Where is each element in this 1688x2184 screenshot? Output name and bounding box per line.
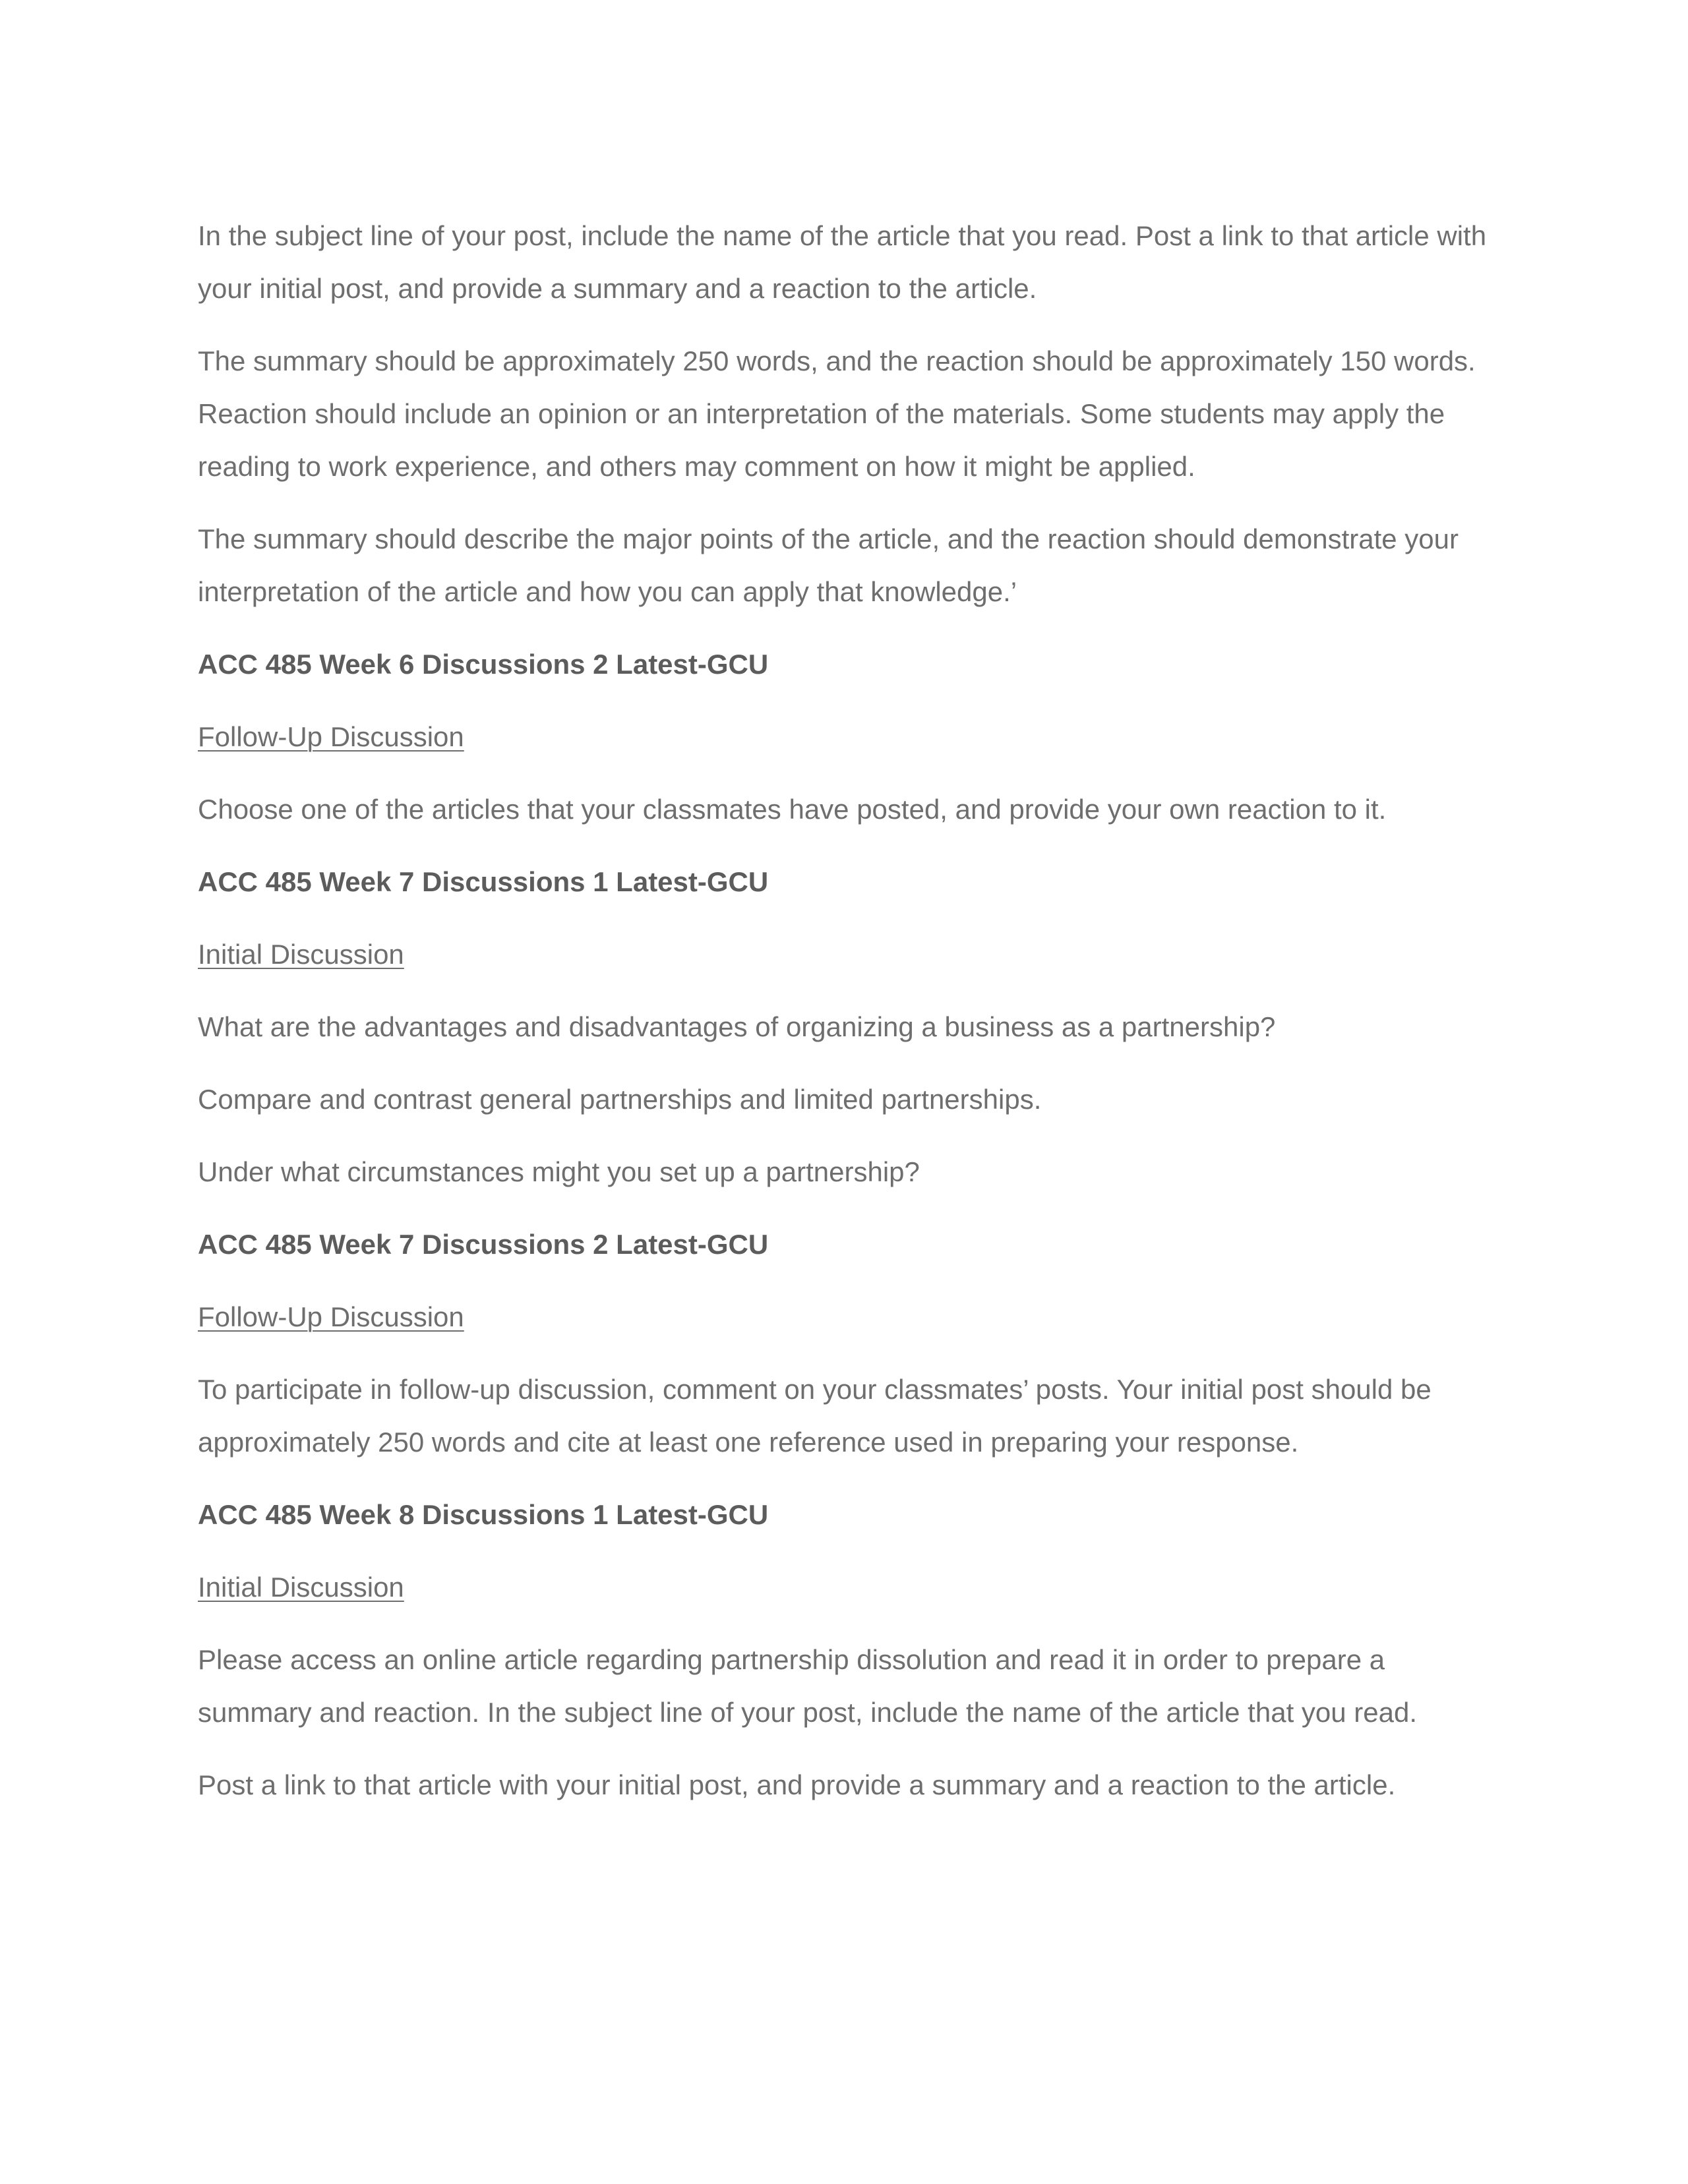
- heading-week8-discussion1: ACC 485 Week 8 Discussions 1 Latest-GCU: [198, 1499, 769, 1530]
- paragraph-question-advantages: What are the advantages and disadvantages of organizing a business as a partnership?: [198, 1011, 1276, 1042]
- subheading-follow-up-discussion: Follow-Up Discussion: [198, 721, 464, 752]
- paragraph-week8-instructions: Please access an online article regarding partnership dissolution and read it in order to prepare a summary and reaction. In the subject line of your post, include the name of the article that you read.: [198, 1644, 1418, 1728]
- paragraph-intro: In the subject line of your post, include the name of the article that you read. Post a link to that article with your initial post, and provide a summary and a reaction to the article.: [198, 220, 1487, 304]
- paragraph-summary-length: The summary should be approximately 250 words, and the reaction should be approximately 150 words. Reaction should include an opinion or an interpretation of the materials. Some students may apply the reading to work experience, and others may comment on how it might be applied.: [198, 345, 1476, 482]
- heading-week7-discussion1: ACC 485 Week 7 Discussions 1 Latest-GCU: [198, 866, 769, 897]
- heading-week7-discussion2: ACC 485 Week 7 Discussions 2 Latest-GCU: [198, 1229, 769, 1260]
- document-body: [198, 210, 1503, 1831]
- subheading-initial-discussion: Initial Discussion: [198, 939, 404, 970]
- heading-week6-discussion2: ACC 485 Week 6 Discussions 2 Latest-GCU: [198, 649, 769, 680]
- paragraph-week6-instructions: Choose one of the articles that your classmates have posted, and provide your own reaction to it.: [198, 794, 1387, 825]
- paragraph-summary-description: The summary should describe the major points of the article, and the reaction should demonstrate your interpretation of the article and how you can apply that knowledge.’: [198, 523, 1459, 607]
- paragraph-question-compare: Compare and contrast general partnerships and limited partnerships.: [198, 1084, 1042, 1115]
- subheading-follow-up-discussion: Follow-Up Discussion: [198, 1301, 464, 1332]
- paragraph-week7-instructions: To participate in follow-up discussion, comment on your classmates’ posts. Your initial post should be approximately 250 words and cite at least one reference used in preparing your response.: [198, 1374, 1432, 1458]
- subheading-initial-discussion: Initial Discussion: [198, 1572, 404, 1603]
- paragraph-question-circumstances: Under what circumstances might you set up a partnership?: [198, 1156, 920, 1187]
- paragraph-week8-post-link: Post a link to that article with your initial post, and provide a summary and a reaction to the article.: [198, 1769, 1396, 1800]
